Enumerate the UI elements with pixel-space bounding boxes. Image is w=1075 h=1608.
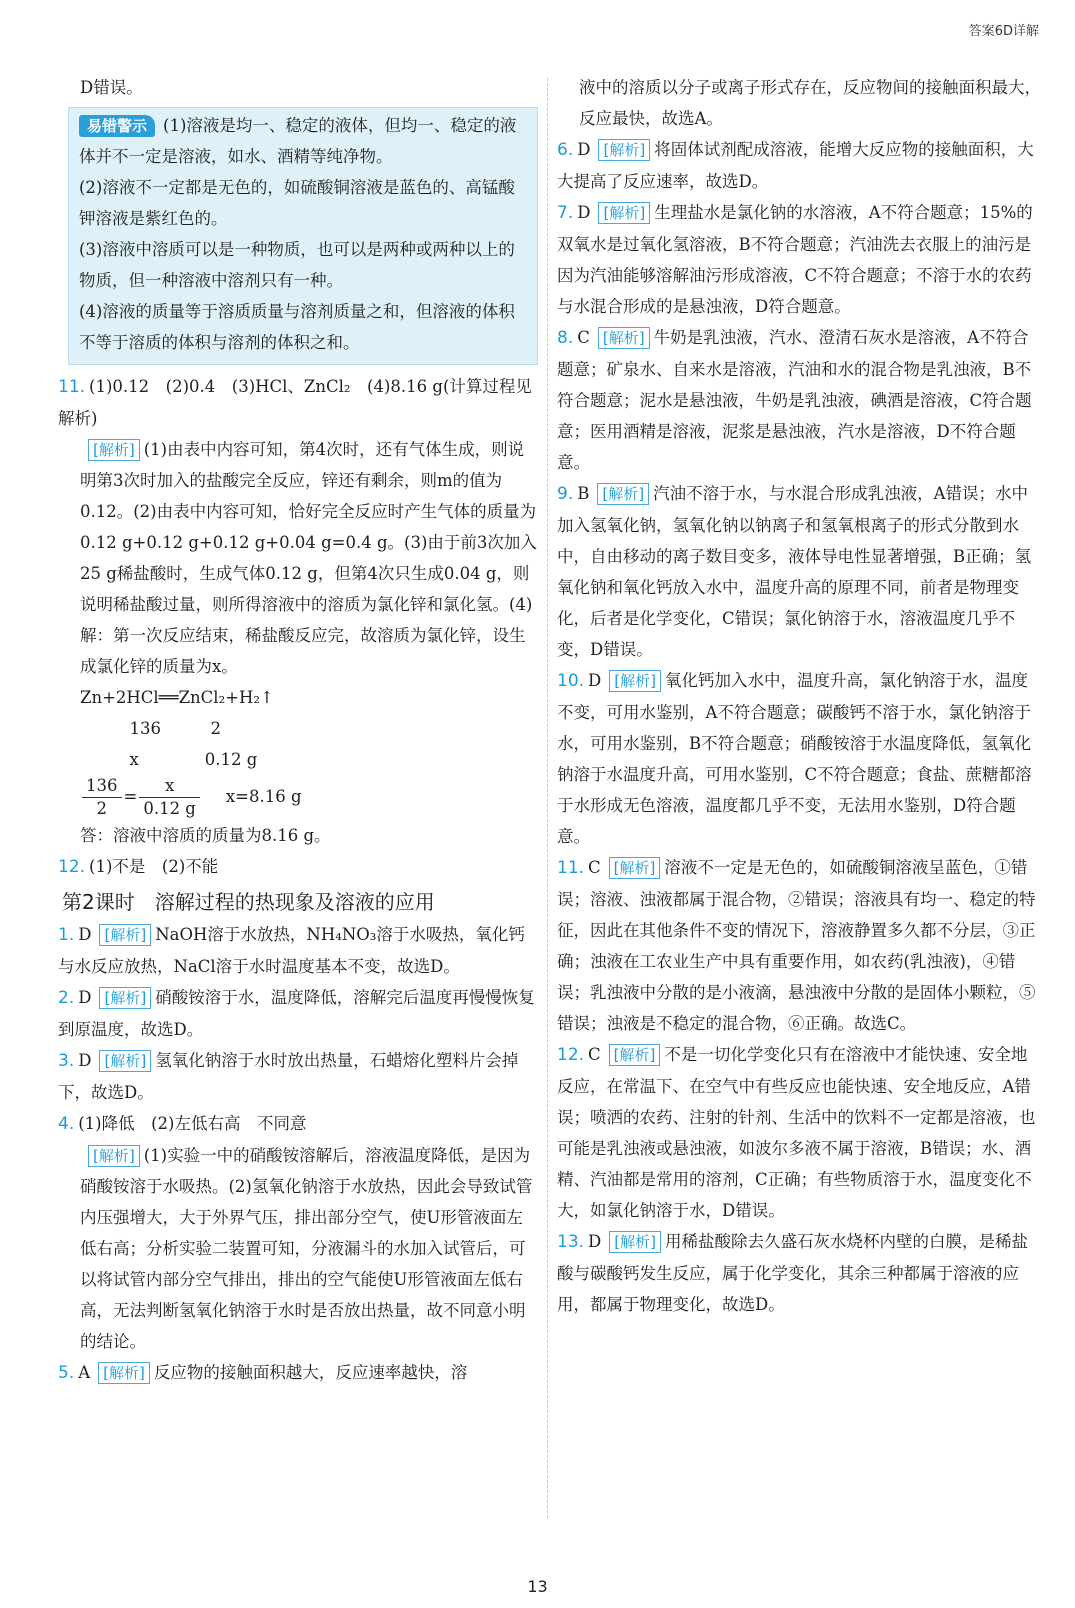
answer-text: (1)由表中内容可知，第4次时，还有气体生成，则说明第3次时加入的盐酸完全反应，锌还有剩余，则m的值为0.12。(2)由表中内容可知，恰好完全反应时产生气体的质量为0.12 g+0.12 g+0.12 g+0.04 g=0.4 g。(3)由于前3次加入25 g稀盐酸时，生成气体0.12 g，但第4次只生成0.04 g，则说明稀盐酸过量，则所得溶液中的溶质为氯化锌和氯化氢。(4)解：第一次反应结束，稀盐酸反应完，故溶质为氯化锌，设生成氯化锌的质量为x。 [80, 440, 537, 676]
fraction [82, 775, 122, 820]
page-number: 13 [527, 1577, 548, 1596]
analysis-tag: [解析] [597, 483, 649, 505]
analysis-text: 硝酸铵溶于水，温度降低，溶解完后温度再慢慢恢复到原温度，故选D。 [58, 988, 535, 1039]
analysis-tag: [解析] [99, 924, 151, 946]
fraction-equation [58, 775, 538, 820]
answer-paragraph [557, 322, 1041, 478]
answer-text: Zn+2HCl══ZnCl₂+H₂↑ [80, 688, 274, 707]
answer-text: D [588, 1232, 602, 1251]
answer-text: D [78, 988, 92, 1007]
answer-paragraph [58, 682, 538, 713]
analysis-tag: [解析] [88, 439, 140, 461]
answer-text: C [577, 328, 590, 347]
answer-paragraph [557, 134, 1041, 197]
fraction-denominator: 0.12 g [143, 799, 196, 818]
analysis-tag: [解析] [99, 1050, 151, 1072]
question-number: 6. [557, 140, 574, 160]
answer-text: D [577, 140, 591, 159]
answer-paragraph [58, 713, 538, 744]
question-number: 11. [58, 377, 86, 397]
left-column [58, 72, 538, 1389]
answer-text: 答：溶液中溶质的质量为8.16 g。 [80, 826, 331, 845]
warning-line: (3)溶液中溶质可以是一种物质，也可以是两种或两种以上的物质，但一种溶液中溶剂只有一种。 [79, 240, 515, 290]
analysis-text: 不是一切化学变化只有在溶液中才能快速、安全地反应，在常温下、在空气中有些反应也能快速、安全地反应，A错误；喷洒的农药、注射的针剂、生活中的饮料不一定都是溶液，也可能是乳浊液或悬浊液，如波尔多液不属于溶液，B错误；水、酒精、汽油都是常用的溶剂，C正确；有些物质溶于水，温度变化不大，如氯化钠溶于水，D错误。 [557, 1045, 1036, 1220]
analysis-tag: [解析] [98, 1362, 150, 1384]
warning-tag: 易错警示 [79, 115, 155, 137]
analysis-tag: [解析] [609, 670, 661, 692]
answer-paragraph [557, 197, 1041, 322]
answer-paragraph [557, 478, 1041, 665]
analysis-tag: [解析] [88, 1145, 140, 1167]
answer-paragraph [58, 744, 538, 775]
analysis-text: 氧化钙加入水中，温度升高，氯化钠溶于水，温度不变，可用水鉴别，A不符合题意；碳酸钙不溶于水，氯化钠溶于水，可用水鉴别，B不符合题意；硝酸铵溶于水温度降低，氢氧化钠溶于水温度升高，可用水鉴别，C不符合题意；食盐、蔗糖都溶于水形成无色溶液，温度都几乎不变，无法用水鉴别，D符合题意。 [557, 671, 1032, 846]
fraction-numerator: 136 [82, 775, 122, 798]
answer-text: 液中的溶质以分子或离子形式存在，反应物间的接触面积最大，反应最快，故选A。 [579, 78, 1041, 128]
question-number: 5. [58, 1363, 75, 1383]
answer-paragraph [58, 371, 538, 434]
answer-text: D [78, 1051, 92, 1070]
answer-paragraph [557, 1226, 1041, 1320]
equals-sign: = [123, 787, 138, 806]
answer-text: D错误。 [80, 78, 143, 97]
fraction-denominator: 2 [96, 799, 107, 818]
analysis-tag: [解析] [99, 987, 151, 1009]
answer-text: 136 2 [80, 719, 221, 738]
question-number: 7. [557, 203, 574, 223]
answer-paragraph [58, 1140, 538, 1357]
answer-paragraph [58, 820, 538, 851]
analysis-text: 氢氧化钠溶于水时放出热量，石蜡熔化塑料片会掉下，故选D。 [58, 1051, 519, 1102]
answer-paragraph [58, 982, 538, 1045]
equation-result: x=8.16 g [225, 787, 302, 806]
answer-paragraph [58, 1357, 538, 1389]
analysis-tag: [解析] [609, 1044, 661, 1066]
warning-line: (2)溶液不一定都是无色的，如硫酸铜溶液是蓝色的、高锰酸钾溶液是紫红色的。 [79, 178, 515, 228]
analysis-tag: [解析] [598, 202, 650, 224]
analysis-tag: [解析] [609, 1231, 661, 1253]
analysis-tag: [解析] [609, 857, 661, 879]
question-number: 13. [557, 1232, 585, 1252]
question-number: 11. [557, 858, 585, 878]
answer-text: (1)不是 (2)不能 [89, 857, 219, 876]
answer-paragraph [58, 434, 538, 682]
question-number: 8. [557, 328, 574, 348]
question-number: 1. [58, 925, 75, 945]
answer-paragraph [557, 1039, 1041, 1226]
right-column [557, 72, 1041, 1320]
analysis-text: NaOH溶于水放热，NH₄NO₃溶于水吸热，氧化钙与水反应放热，NaCl溶于水时温度基本不变，故选D。 [58, 925, 525, 976]
fraction [139, 775, 200, 820]
question-number: 9. [557, 484, 574, 504]
page-header: 答案6D详解 [968, 24, 1039, 39]
answer-text: D [577, 203, 591, 222]
analysis-text: 牛奶是乳浊液，汽水、澄清石灰水是溶液，A不符合题意；矿泉水、自来水是溶液，汽油和水的混合物是乳浊液，B不符合题意；泥水是悬浊液，牛奶是乳浊液，碘酒是溶液，C符合题意；医用酒精是溶液，泥浆是悬浊液，汽水是溶液，D不符合题意。 [557, 328, 1032, 472]
analysis-text: 汽油不溶于水，与水混合形成乳浊液，A错误；水中加入氢氧化钠，氢氧化钠以钠离子和氢氧根离子的形式分散到水中，自由移动的离子数目变多，液体导电性显著增强，B正确；氢氧化钠和氧化钙放入水中，温度升高的原理不同，前者是物理变化，后者是化学变化，C错误；氯化钠溶于水，溶液温度几乎不变，D错误。 [557, 484, 1032, 659]
answer-text: C [588, 1045, 601, 1064]
warning-line: (4)溶液的质量等于溶质质量与溶剂质量之和，但溶液的体积不等于溶质的体积与溶剂的体积之和。 [79, 302, 515, 352]
analysis-text: 用稀盐酸除去久盛石灰水烧杯内壁的白膜，是稀盐酸与碳酸钙发生反应，属于化学变化，其余三种都属于溶液的应用，都属于物理变化，故选D。 [557, 1232, 1028, 1314]
question-number: 3. [58, 1051, 75, 1071]
answer-text: x 0.12 g [80, 750, 258, 769]
column-divider [547, 78, 548, 1518]
analysis-text: 将固体试剂配成溶液，能增大反应物的接触面积，大大提高了反应速率，故选D。 [557, 140, 1034, 191]
question-number: 4. [58, 1114, 75, 1134]
warning-line: (1)溶液是均一、稳定的液体，但均一、稳定的液体并不一定是溶液，如水、酒精等纯净物。 [79, 116, 517, 166]
analysis-text: 生理盐水是氯化钠的水溶液，A不符合题意；15%的双氧水是过氧化氢溶液，B不符合题意；汽油洗去衣服上的油污是因为汽油能够溶解油污形成溶液，C不符合题意；不溶于水的农药与水混合形成的是悬浊液，D符合题意。 [557, 203, 1033, 316]
answer-paragraph [557, 72, 1041, 134]
answer-paragraph [58, 1108, 538, 1140]
question-number: 2. [58, 988, 75, 1008]
warning-box [68, 107, 538, 365]
answer-text: (1)0.12 (2)0.4 (3)HCl、ZnCl₂ (4)8.16 g(计算过程见解析) [58, 377, 532, 428]
answer-text: C [588, 858, 601, 877]
answer-text: D [588, 671, 602, 690]
answer-paragraph [58, 1045, 538, 1108]
fraction-numerator: x [139, 775, 200, 798]
answer-text: A [78, 1363, 91, 1382]
answer-paragraph [557, 852, 1041, 1039]
question-number: 12. [58, 857, 86, 877]
analysis-text: 溶液不一定是无色的，如硫酸铜溶液呈蓝色，①错误；溶液、浊液都属于混合物，②错误；溶液具有均一、稳定的特征，因此在其他条件不变的情况下，溶液静置多久都不分层，③正确；浊液在工农业生产中具有重要作用，如农药(乳浊液)，④错误；乳浊液中分散的是小液滴，悬浊液中分散的是固体小颗粒，⑤错误；浊液是不稳定的混合物，⑥正确。故选C。 [557, 858, 1036, 1033]
question-number: 12. [557, 1045, 585, 1065]
answer-text: (1)降低 (2)左低右高 不同意 [78, 1114, 307, 1133]
answer-paragraph [58, 851, 538, 883]
analysis-tag: [解析] [598, 139, 650, 161]
section-title: 第2课时 溶解过程的热现象及溶液的应用 [62, 890, 435, 914]
answer-paragraph [58, 72, 538, 103]
answer-paragraph [557, 665, 1041, 852]
analysis-tag: [解析] [598, 327, 650, 349]
answer-text: B [577, 484, 590, 503]
answer-text: D [78, 925, 92, 944]
answer-paragraph [58, 919, 538, 982]
answer-text: (1)实验一中的硝酸铵溶解后，溶液温度降低，是因为硝酸铵溶于水吸热。(2)氢氧化钠溶于水放热，因此会导致试管内压强增大，大于外界气压，排出部分空气，使U形管液面左低右高；分析实验二装置可知，分液漏斗的水加入试管后，可以将试管内部分空气排出，排出的空气能使U形管液面左低右高，无法判断氢氧化钠溶于水时是否放出热量，故不同意小明的结论。 [80, 1146, 533, 1351]
question-number: 10. [557, 671, 585, 691]
analysis-text: 反应物的接触面积越大，反应速率越快，溶 [153, 1363, 468, 1382]
